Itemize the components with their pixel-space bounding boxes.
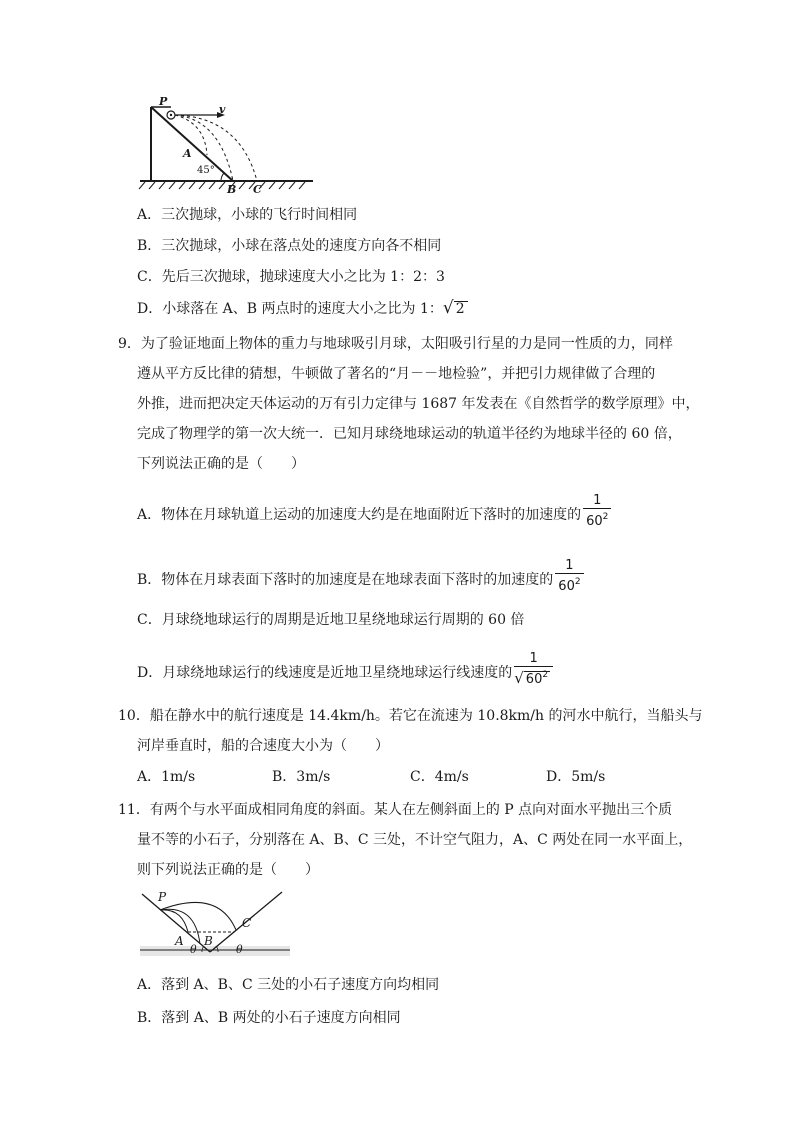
- label-C: C: [253, 183, 262, 196]
- q8-option-b: B．三次抛球，小球在落点处的速度方向各不相同: [137, 238, 442, 254]
- label-A: A: [175, 934, 184, 948]
- q11-stem-line-1: 11．有两个与水平面成相同角度的斜面。某人在左侧斜面上的 P 点向对面水平抛出三个质: [118, 802, 673, 818]
- q9-stem-line-3: 外推，进而把决定天体运动的万有引力定律与 1687 年发表在《自然哲学的数学原理》中，: [137, 396, 700, 412]
- incline-diagram: [135, 95, 320, 195]
- q10-option-c: C．4m/s: [410, 769, 469, 785]
- q9-stem-line-4: 完成了物理学的第一次大统一．已知月球绕地球运动的轨道半径约为地球半径的 60 倍，: [137, 426, 682, 442]
- q8-option-c: C．先后三次抛球，抛球速度大小之比为 1：2：3: [137, 269, 445, 285]
- q11-stem-line-3: 则下列说法正确的是（ ）: [137, 862, 319, 878]
- q8-option-a: A．三次抛球，小球的飞行时间相同: [137, 207, 358, 223]
- fraction-1-over-60-squared: $\frac{1}{60^2}$: [555, 559, 583, 595]
- q8-option-d: [137, 298, 468, 319]
- sqrt-symbol: √: [442, 298, 454, 318]
- label-P: P: [158, 890, 167, 904]
- label-P: P: [159, 95, 168, 108]
- q9-stem-line-2: 遵从平方反比律的猜想，牛顿做了著名的“月－－地检验”，并把引力规律做了合理的: [137, 366, 656, 382]
- q9-option-d: [137, 651, 553, 691]
- q9-option-b-text: B．物体在月球表面下落时的加速度是在地球表面下落时的加速度的: [137, 572, 554, 588]
- label-C: C: [242, 916, 252, 930]
- label-theta-right: θ: [236, 943, 243, 956]
- figure-incline-projectile: [135, 95, 320, 195]
- q9-option-b: [137, 558, 584, 598]
- q9-stem-line-1: 9．为了验证地面上物体的重力与地球吸引月球，太阳吸引行星的力是同一性质的力，同样: [118, 336, 673, 352]
- q10-stem-line-1: 10．船在静水中的航行速度是 14.4km/h。若它在流速为 10.8km/h 的河水中航行，当船头与: [118, 708, 703, 724]
- fraction-1-over-60-squared: $\frac{1}{60^2}$: [583, 494, 611, 530]
- label-B: B: [204, 934, 213, 948]
- q11-stem-line-2: 量不等的小石子，分别落在 A、B、C 三处，不计空气阻力，A、C 两处在同一水平面上，: [137, 832, 693, 848]
- q11-option-b: B．落到 A、B 两处的小石子速度方向相同: [137, 1010, 401, 1026]
- sqrt-radicand: 2: [454, 301, 468, 317]
- q11-option-a: A．落到 A、B、C 三处的小石子速度方向均相同: [137, 977, 440, 993]
- fraction-1-over-sqrt-60-squared: $\frac{1}{√ 60^2}$: [514, 652, 553, 688]
- q9-option-a-text: A．物体在月球轨道上运动的加速度大约是在地面附近下落时的加速度的: [137, 507, 582, 523]
- q10-option-d: D．5m/s: [546, 769, 606, 785]
- q9-option-d-text: D．月球绕地球运行的线速度是近地卫星绕地球运行线速度的: [137, 665, 513, 681]
- label-theta-left: θ: [190, 943, 197, 956]
- q8-option-d-text: D．小球落在 A、B 两点时的速度大小之比为 1：: [137, 301, 443, 317]
- q9-option-c: C．月球绕地球运行的周期是近地卫星绕地球运行周期的 60 倍: [137, 612, 525, 628]
- label-angle: 45°: [197, 165, 215, 176]
- q10-option-b: B．3m/s: [272, 769, 331, 785]
- label-B: B: [227, 183, 237, 196]
- q10-option-a: A．1m/s: [137, 769, 196, 785]
- label-v: v: [219, 103, 226, 116]
- figure-two-slopes: [140, 888, 290, 963]
- label-A: A: [183, 147, 192, 160]
- q9-option-a: [137, 493, 611, 533]
- q10-stem-line-2: 河岸垂直时，船的合速度大小为（ ）: [137, 738, 389, 754]
- q9-stem-line-5: 下列说法正确的是（ ）: [137, 456, 305, 472]
